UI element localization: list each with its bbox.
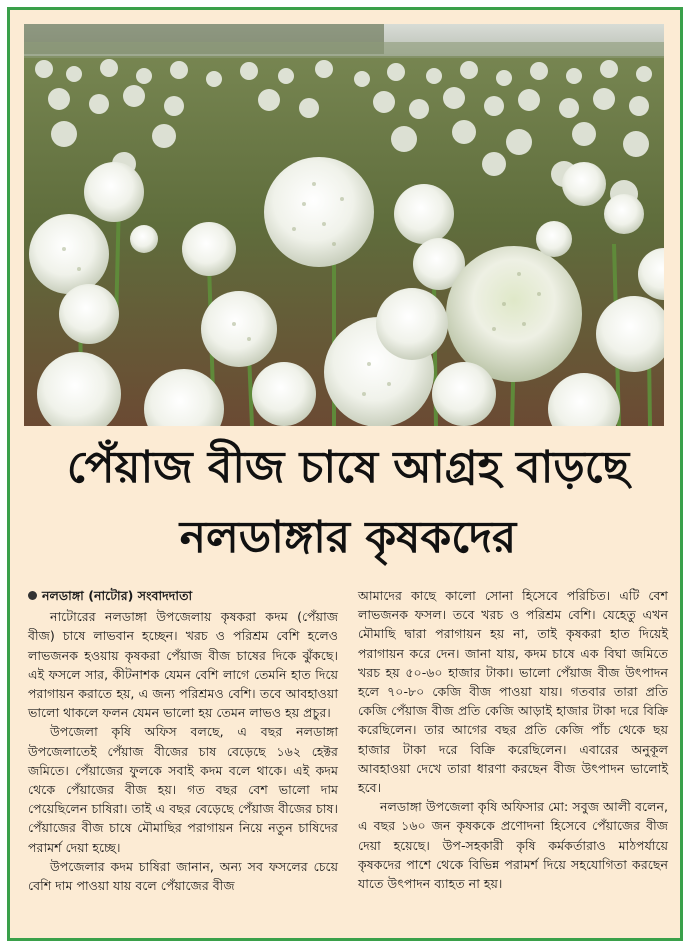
headline-line-2: নলডাঙ্গার কৃষকদের — [179, 512, 517, 563]
paragraph: উপজেলা কৃষি অফিস বলছে, এ বছর নলডাঙ্গা উপজেলাতেই পেঁয়াজ বীজের চাষ বেড়েছে ১৬২ হেক্টর জমিতে। পেঁয়াজের ফুলকে সবাই কদম বলে থাকে। এই কদম থেকে পেঁয়াজের বীজ হয়। গত বছর বেশ ভালো দাম পেয়েছিলেন চাষিরা। তাই এ বছর বেড়েছে পেঁয়াজ বীজের চাষ। পেঁয়াজের বীজ চাষে মৌমাছির পরাগায়ন নিয়ে নতুন চাষিদের পরামর্শ দেয়া হচ্ছে। — [28, 724, 338, 855]
byline — [28, 586, 338, 605]
paragraph: নাটোরের নলডাঙ্গা উপজেলায় কৃষকরা কদম (পেঁয়াজ বীজ) চাষে লাভবান হচ্ছেন। খরচ ও পরিশ্রম বেশি হলেও লাভজনক হওয়ায় কৃষকরা পেঁয়াজ বীজ চাষের দিকে ঝুঁকছে। এই ফসলে সার, কীটনাশক যেমন বেশি লাগে তেমনি হাত দিয়ে পরাগায়ন করাতে হয়, এ জন্য পরিশ্রমও বেশি। তবে আবহাওয়া ভালো থাকলে ফলন যেমন ভালো হয় তেমন লাভও হয় প্রচুর। — [28, 609, 338, 721]
onion-flower-photo — [24, 24, 664, 426]
article-column-2 — [358, 586, 668, 926]
paragraph: আমাদের কাছে কালো সোনা হিসেবে পরিচিত। এটি বেশ লাভজনক ফসল। তবে খরচ ও পরিশ্রম বেশি। যেহেতু এখন মৌমাছি দ্বারা পরাগায়ন হয় না, তাই কৃষকরা হাত দিয়েই পরাগায়ন করে দেন। জানা যায়, কদম চাষে এক বিঘা জমিতে খরচ হয় ৫০-৬০ হাজার টাকা। ভালো পেঁয়াজ বীজ উৎপাদন হলে ৭০-৮০ কেজি বীজ পাওয়া যায়। গতবার তারা প্রতি কেজি পেঁয়াজ বীজ প্রতি কেজি আড়াই হাজার টাকা দরে বিক্রি করেছিলেন। তার আগের বছর প্রতি কেজি পাঁচ থেকে ছয় হাজার টাকা দরে বিক্রি করেছিলেন। এবারের অনুকূল আবহাওয়া দেখে তারা ধারণা করছেন বীজ উৎপাদন ভালোই হবে। — [358, 588, 668, 796]
paragraph: নলডাঙ্গা উপজেলা কৃষি অফিসার মো: সবুজ আলী বলেন, এ বছর ১৬০ জন কৃষককে প্রণোদনা হিসেবে পেঁয়াজের বীজ দেয়া হয়েছে। উপ-সহকারী কৃষি কর্মকর্তারাও মাঠপর্যায়ে কৃষকদের পাশে থেকে বিভিন্ন পরামর্শ দিয়ে সহযোগিতা করছেন যাতে উৎপাদন ব্যাহত না হয়। — [358, 799, 668, 892]
newspaper-clipping — [7, 7, 683, 941]
bullet-icon — [28, 591, 37, 600]
article-column-1 — [28, 586, 338, 926]
paragraph: উপজেলার কদম চাষিরা জানান, অন্য সব ফসলের চেয়ে বেশি দাম পাওয়া যায় বলে পেঁয়াজের বীজ — [28, 858, 338, 894]
byline-text: নলডাঙ্গা (নাটোর) সংবাদদাতা — [42, 588, 193, 603]
headline-line-1: পেঁয়াজ বীজ চাষে আগ্রহ বাড়ছে — [66, 442, 630, 493]
article-body — [28, 586, 668, 926]
